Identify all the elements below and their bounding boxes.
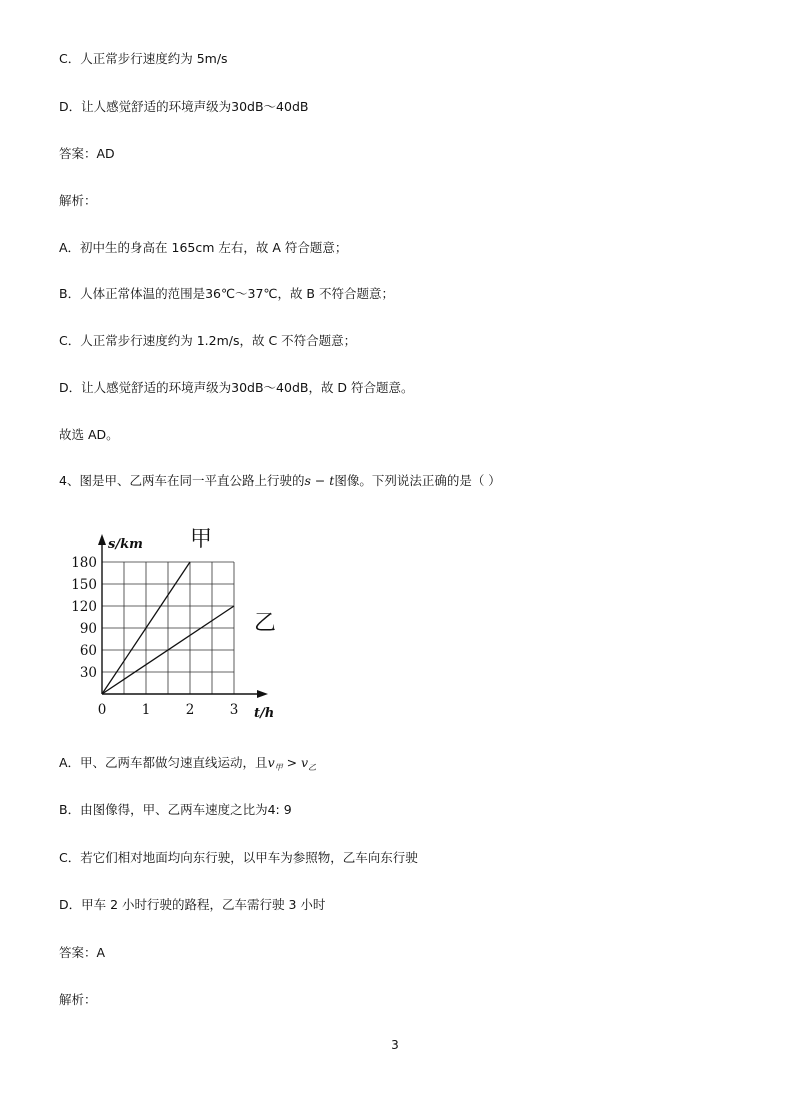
answer-line: 答案：AD (59, 146, 115, 161)
st-graph (60, 518, 290, 723)
option-b-line: B．由图像得，甲、乙两车速度之比为4: 9 (59, 802, 292, 817)
x-tick-label: 1 (141, 702, 151, 718)
analysis-a: A．初中生的身高在 165cm 左右，故 A 符合题意； (59, 240, 348, 255)
option-a-sub2: 乙 (308, 763, 317, 772)
option-a-text: A．甲、乙两车都做匀速直线运动，且 (59, 755, 268, 770)
y-tick-label: 90 (79, 621, 97, 637)
analysis-d: D．让人感觉舒适的环境声级为30dB～40dB，故 D 符合题意。 (59, 380, 414, 395)
x-tick-label: 0 (97, 702, 107, 718)
analysis-c: C．人正常步行速度约为 1.2m/s，故 C 不符合题意； (59, 333, 357, 348)
analysis-label-2: 解析： (59, 992, 97, 1007)
option-d-line-2: D．甲车 2 小时行驶的路程，乙车需行驶 3 小时 (59, 897, 326, 912)
y-tick-label: 150 (71, 577, 97, 593)
analysis-label: 解析： (59, 193, 97, 208)
y-tick-label: 120 (71, 599, 97, 615)
y-tick-label: 60 (79, 643, 97, 659)
option-c-line-2: C．若它们相对地面均向东行驶，以甲车为参照物，乙车向东行驶 (59, 850, 418, 865)
question-4-prefix: 4、图是甲、乙两车在同一平直公路上行驶的 (59, 473, 305, 488)
y-tick-label: 30 (79, 665, 97, 681)
series-label-yi: 乙 (254, 611, 277, 636)
y-tick-label: 180 (71, 555, 97, 571)
question-4-stem (59, 473, 501, 489)
st-graph-svg (60, 518, 290, 723)
option-a-line (59, 755, 316, 776)
option-d-line: D．让人感觉舒适的环境声级为30dB～40dB (59, 99, 309, 114)
y-axis-arrow (98, 534, 106, 545)
page-number: 3 (391, 1038, 399, 1052)
y-axis-label: s/km (108, 537, 143, 552)
answer-line-2: 答案：A (59, 945, 106, 960)
option-c-line: C．人正常步行速度约为 5m/s (59, 51, 228, 66)
x-axis-arrow (257, 690, 268, 698)
x-tick-label: 2 (185, 702, 195, 718)
series-label-jia: 甲 (190, 527, 213, 552)
analysis-b: B．人体正常体温的范围是36℃～37℃，故 B 不符合题意； (59, 286, 394, 301)
x-axis-label: t/h (254, 706, 275, 721)
conclusion-line: 故选 AD。 (59, 427, 119, 442)
option-a-v2: v (301, 755, 309, 770)
question-4-math: s − t (304, 473, 335, 488)
question-4-suffix: 图像。下列说法正确的是（ ） (334, 473, 501, 488)
option-a-v1: v (267, 755, 275, 770)
option-a-sub1: 甲 (274, 763, 283, 772)
x-tick-label: 3 (229, 702, 239, 718)
option-a-gt: > (282, 755, 302, 770)
